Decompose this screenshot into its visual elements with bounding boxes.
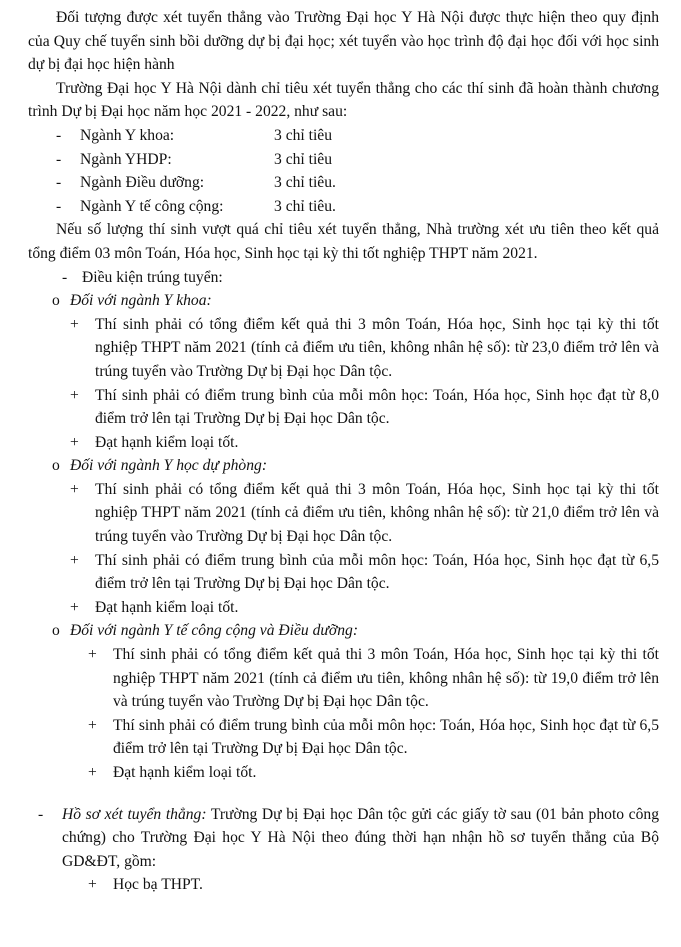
circle-bullet: o [52, 622, 60, 640]
quota-major: Ngành Điều dưỡng: [80, 174, 205, 192]
condition-item [88, 761, 659, 785]
quota-item [28, 124, 659, 148]
quota-item [28, 148, 659, 172]
group-title-text: Đối với ngành Y khoa: [70, 292, 212, 310]
quota-value: 3 chỉ tiêu [274, 150, 333, 168]
plus-bullet: + [88, 716, 97, 734]
condition-text: Thí sinh phải có tổng điểm kết quả thi 3 môn Toán, Hóa học, Sinh học tại kỳ thi tốt nghiệp THPT năm 2021 (tính cả điểm ưu tiên, không nhân hệ số): từ 23,0 điểm trở lên và trúng tuyển vào Trường Dự bị Đại học Dân tộc. [95, 315, 659, 380]
quota-list [28, 124, 659, 218]
dash-bullet: - [38, 805, 44, 823]
condition-text: Đạt hạnh kiểm loại tốt. [113, 764, 257, 781]
condition-group-title [52, 619, 659, 643]
conditions-heading [28, 266, 659, 290]
dossier-text [62, 803, 659, 874]
dossier-item-text: Học bạ THPT. [113, 876, 203, 894]
condition-text: Thí sinh phải có tổng điểm kết quả thi 3 môn Toán, Hóa học, Sinh học tại kỳ thi tốt nghiệp THPT năm 2021 (tính cả điểm ưu tiên, không nhân hệ số): từ 21,0 điểm trở lên và trúng tuyển vào Trường Dự bị Đại học Dân tộc. [95, 480, 659, 546]
dash-bullet: - [56, 150, 62, 168]
dash-bullet: - [62, 268, 68, 286]
plus-bullet: + [70, 433, 79, 451]
quota-value: 3 chỉ tiêu [274, 126, 333, 144]
plus-bullet: + [70, 480, 79, 498]
condition-text: Đạt hạnh kiểm loại tốt. [95, 598, 239, 616]
condition-item [70, 478, 659, 549]
dash-bullet: - [56, 126, 62, 144]
quota-value: 3 chỉ tiêu. [274, 174, 336, 192]
plus-bullet: + [88, 646, 97, 664]
plus-bullet: + [88, 764, 97, 781]
group-title-text: Đối với ngành Y tế công cộng và Điều dưỡng: [70, 622, 359, 640]
condition-text: Đạt hạnh kiểm loại tốt. [95, 433, 239, 451]
condition-item [70, 384, 659, 431]
group-title-text: Đối với ngành Y học dự phòng: [70, 457, 268, 475]
quota-item [28, 171, 659, 195]
quota-major: Ngành Y khoa: [80, 126, 175, 144]
condition-item [88, 714, 659, 761]
condition-text: Thí sinh phải có điểm trung bình của mỗi môn học: Toán, Hóa học, Sinh học đạt từ 6,5 điểm trở lên tại Trường Dự bị Đại học Dân tộc. [95, 551, 659, 593]
circle-bullet: o [52, 292, 60, 310]
paragraph-priority: Nếu số lượng thí sinh vượt quá chỉ tiêu xét tuyển thẳng, Nhà trường xét ưu tiên theo kết quả tổng điểm 03 môn Toán, Hóa học, Sinh học tại kỳ thi tốt nghiệp THPT năm 2021. [28, 221, 659, 262]
dash-bullet: - [56, 197, 62, 215]
quota-major: Ngành Y tế công cộng: [80, 197, 224, 215]
plus-bullet: + [70, 598, 79, 616]
quota-value: 3 chỉ tiêu. [274, 197, 336, 215]
condition-item [70, 549, 659, 596]
condition-group-title [52, 289, 659, 313]
condition-text: Thí sinh phải có điểm trung bình của mỗi môn học: Toán, Hóa học, Sinh học đạt từ 6,5 điểm trở lên tại Trường Dự bị Đại học Dân tộc. [113, 716, 659, 758]
quota-item [28, 195, 659, 219]
condition-item [70, 596, 659, 620]
condition-item [70, 313, 659, 384]
condition-text: Thí sinh phải có điểm trung bình của mỗi môn học: Toán, Hóa học, Sinh học đạt từ 8,0 điểm trở lên tại Trường Dự bị Đại học Dân tộc. [95, 386, 659, 428]
dossier-label: Hồ sơ xét tuyển thẳng: [62, 805, 207, 823]
condition-item [88, 643, 659, 714]
plus-bullet: + [70, 551, 79, 569]
circle-bullet: o [52, 457, 60, 475]
plus-bullet: + [88, 876, 97, 894]
dossier-body: Trường Dự bị Đại học Dân tộc gửi các giấy tờ sau (01 bản photo công chứng) cho Trường Đại học Y Hà Nội theo đúng thời hạn nhận hồ sơ tuyển thẳng của Bộ GD&ĐT, gồm: [62, 805, 659, 870]
conditions-heading-text: Điều kiện trúng tuyển: [82, 268, 223, 286]
dossier-item [88, 873, 659, 897]
paragraph-quota-intro: Trường Đại học Y Hà Nội dành chỉ tiêu xét tuyển thẳng cho các thí sinh đã hoàn thành chương trình Dự bị Đại học năm học 2021 - 2022, như sau: [28, 79, 659, 121]
paragraph-eligibility: Đối tượng được xét tuyển thẳng vào Trường Đại học Y Hà Nội được thực hiện theo quy định của Quy chế tuyển sinh bồi dưỡng dự bị đại học; xét tuyển vào học trình độ đại học đối với học sinh dự bị đại học hiện hành [28, 9, 659, 74]
dash-bullet: - [56, 174, 62, 192]
quota-major: Ngành YHDP: [80, 150, 172, 168]
condition-item [70, 431, 659, 455]
condition-group-title [52, 454, 659, 478]
plus-bullet: + [70, 315, 79, 333]
condition-text: Thí sinh phải có tổng điểm kết quả thi 3 môn Toán, Hóa học, Sinh học tại kỳ thi tốt nghiệp THPT năm 2021 (tính cả điểm ưu tiên, không nhân hệ số): từ 19,0 điểm trở lên và trúng tuyển vào Trường Dự bị Đại học Dân tộc. [113, 646, 659, 711]
dossier-section [38, 803, 659, 874]
plus-bullet: + [70, 386, 79, 404]
